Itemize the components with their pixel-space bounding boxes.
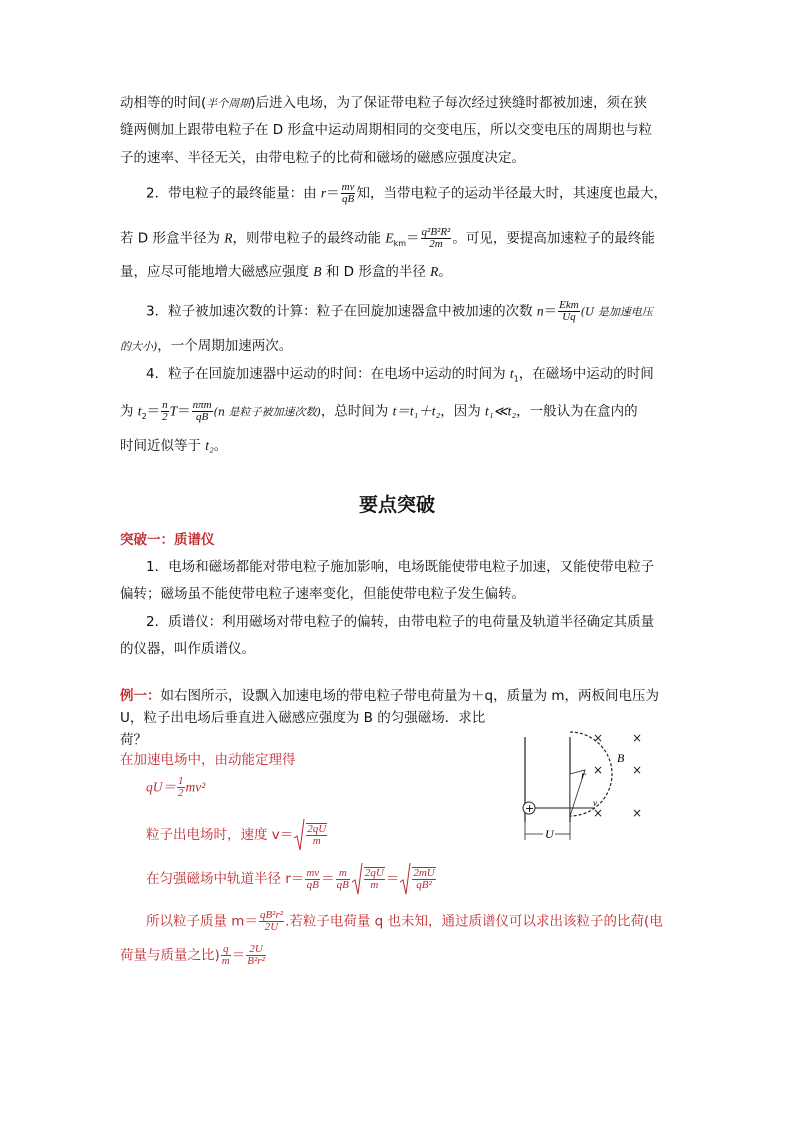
text: ，在磁场中运动的时间	[518, 366, 654, 382]
section-title: 要点突破	[358, 494, 435, 516]
text: ＝	[177, 403, 191, 420]
breakthrough-heading: 突破一：质谱仪	[120, 532, 215, 548]
text: .若粒子电荷量 q 也未知，通过质谱仪可以求出该粒子的比荷(电	[285, 913, 663, 930]
den: qB	[336, 878, 349, 891]
fraction-half	[177, 776, 185, 799]
num: q	[221, 944, 231, 956]
text: ，一般认为在盒内的	[516, 403, 638, 420]
num: 2qU	[307, 823, 327, 835]
num: nπm	[192, 399, 212, 411]
sqrt-2qU-m	[293, 818, 328, 852]
den: 2	[162, 411, 168, 423]
para-1-line-2: 缝两侧加上跟带电粒子在 D 形盒中运动周期相同的交变电压，所以交变电压的周期也与粒	[120, 122, 652, 138]
num: q²B²R²	[421, 226, 451, 238]
cross-mark: ×	[632, 731, 643, 745]
text: ，一个周期加速两次。	[157, 338, 293, 354]
num: 2qU	[364, 867, 384, 879]
para-4-line-1	[146, 364, 654, 390]
solution-step-2	[146, 776, 205, 799]
text: ＝	[385, 871, 400, 887]
den: qB	[341, 193, 355, 205]
num: m	[336, 868, 350, 880]
fraction-npim-qB	[192, 400, 213, 423]
var: t₁≪t₂	[485, 403, 517, 419]
num: 1	[178, 775, 184, 787]
fraction-ratio	[246, 944, 266, 967]
text: ＝	[326, 185, 340, 202]
para-3-line-2	[120, 336, 292, 357]
cross-mark: ×	[593, 806, 604, 820]
den: m	[221, 955, 230, 967]
num: n	[162, 399, 168, 411]
num: Ekm	[559, 299, 579, 311]
text: 荷量与质量之比)	[120, 947, 220, 964]
text: ，总时间为	[320, 403, 393, 420]
var: t	[137, 403, 142, 419]
text: 3．粒子被加速次数的计算：粒子在回旋加速器盒中被加速的次数	[146, 303, 537, 320]
var: R	[430, 264, 439, 279]
sub: 1	[513, 374, 519, 384]
text: ＝	[321, 871, 335, 887]
cross-mark: ×	[593, 763, 604, 777]
text: 和 D 形盒的半径	[321, 264, 431, 280]
fraction-n-2	[161, 400, 169, 423]
text: ＝	[406, 230, 420, 247]
para-4-line-3	[120, 436, 227, 456]
note: 的大小)	[120, 340, 158, 353]
text: 若 D 形盒半径为	[120, 230, 225, 247]
fraction-mv-qB	[305, 868, 320, 891]
text: 如右图所示，设飘入加速电场的带电粒子带电荷量为＋q，质量为 m，两板间电压为	[160, 688, 660, 704]
text: 粒子出电场时，速度 v＝	[146, 827, 294, 843]
text: 。	[213, 438, 228, 454]
var: R	[224, 230, 233, 246]
b-label: B	[617, 751, 625, 765]
den: qB	[306, 878, 319, 891]
var: t	[509, 366, 514, 381]
text: ，则带电粒子的最终动能	[232, 230, 386, 247]
text: 量，应尽可能地增大磁感应强度	[120, 264, 314, 280]
var: E	[385, 230, 394, 246]
text: qU＝	[146, 779, 176, 795]
text: ＝	[543, 303, 558, 320]
text: 在匀强磁场中轨道半径 r＝	[146, 871, 305, 887]
solution-step-3	[146, 818, 328, 852]
para-1-line-1	[120, 93, 647, 114]
text: 时间近似等于	[120, 438, 206, 454]
var: B	[313, 264, 322, 279]
num: mv	[341, 181, 355, 193]
text: mv²	[185, 779, 206, 795]
para-3-line-1	[146, 300, 653, 323]
solution-step-6	[120, 944, 267, 967]
fraction-m-qB	[336, 868, 350, 891]
num: 2U	[246, 944, 266, 956]
var: t＝t₁＋t₂	[392, 403, 441, 419]
radicand	[306, 823, 327, 847]
sub: 2	[141, 412, 147, 422]
num: mv	[306, 866, 320, 879]
para-4-line-2	[120, 400, 638, 427]
fraction-mv-qB	[341, 182, 356, 205]
para-2-line-1	[146, 182, 667, 205]
den: Uq	[562, 311, 576, 323]
breakthrough-item-2-a: 2．质谱仪：利用磁场对带电粒子的偏转，由带电粒子的电荷量及轨道半径确定其质量	[146, 614, 655, 630]
sqrt-2mU-qB2	[399, 862, 436, 896]
plus-label: +	[525, 802, 535, 815]
para-2-line-3	[120, 262, 452, 282]
note: 半个周期	[206, 97, 251, 110]
var: r	[320, 185, 327, 201]
fraction-mass	[259, 910, 284, 933]
text: ＝	[146, 403, 161, 420]
den: 2	[178, 787, 184, 799]
breakthrough-item-2-b: 的仪器，叫作质谱仪。	[120, 641, 255, 657]
radicand	[364, 867, 385, 891]
var: T	[169, 403, 178, 419]
den: 2U	[264, 921, 279, 933]
text: )后进入电场，为了保证带电粒子每次经过狭缝时都被加速，须在狭	[250, 95, 648, 111]
cross-mark: ×	[593, 731, 604, 745]
u-label: U	[545, 827, 554, 841]
den: qB	[196, 411, 209, 423]
den: qB²	[416, 879, 432, 891]
text: 。	[438, 264, 452, 280]
note: (n 是粒子被加速次数)	[213, 405, 321, 419]
solution-step-1: 在加速电场中，由动能定理得	[120, 752, 296, 768]
den: B²r²	[247, 955, 265, 967]
fraction-energy	[421, 227, 452, 250]
cross-mark: ×	[632, 763, 643, 777]
den: m	[370, 879, 379, 891]
num: 2mU	[413, 867, 435, 879]
text: 动相等的时间(	[120, 95, 207, 111]
r-label: r	[581, 768, 586, 782]
solution-step-4	[146, 862, 437, 896]
text: 知，当带电粒子的运动半径最大时，其速度也最大，	[356, 185, 667, 202]
text: 4．粒子在回旋加速器中运动的时间：在电场中运动的时间为	[146, 366, 510, 382]
text: 2．带电粒子的最终能量：由	[146, 185, 321, 202]
den: m	[312, 835, 321, 847]
para-1-line-3: 子的速率、半径无关，由带电粒子的比荷和磁场的磁感应强度决定。	[120, 150, 525, 166]
example-question-1	[120, 686, 659, 706]
var: t₂	[205, 438, 214, 453]
den: 2m	[429, 238, 443, 250]
example-label: 例一：	[120, 688, 161, 704]
example-question-2: U，粒子出电场后垂直进入磁感应强度为 B 的匀强磁场．求比	[120, 710, 486, 726]
mass-spectrometer-figure	[515, 722, 655, 847]
cross-mark: ×	[632, 806, 643, 820]
var: n	[536, 303, 544, 319]
example-question-3: 荷？	[120, 732, 147, 748]
text: ＝	[231, 947, 246, 964]
fraction-ekm-uq	[558, 300, 580, 323]
v-label: v	[593, 798, 597, 808]
sub: km	[393, 239, 407, 249]
text: ，因为	[440, 403, 486, 420]
breakthrough-item-1-b: 偏转；磁场虽不能使带电粒子速率变化，但能使带电粒子发生偏转。	[120, 586, 525, 602]
radicand	[412, 867, 435, 891]
solution-step-5	[146, 910, 663, 933]
para-2-line-2	[120, 227, 655, 254]
text: 为	[120, 403, 138, 420]
breakthrough-item-1-a: 1．电场和磁场都能对带电粒子施加影响，电场既能使带电粒子加速，又能使带电粒子	[146, 559, 655, 575]
note: (U 是加速电压	[580, 305, 653, 319]
sqrt-2qU-m	[351, 862, 386, 896]
text: 。可见，要提高加速粒子的最终能	[452, 230, 655, 247]
text: 所以粒子质量 m＝	[146, 913, 258, 930]
num: qB²r²	[259, 909, 284, 921]
fraction-q-m	[221, 944, 231, 967]
